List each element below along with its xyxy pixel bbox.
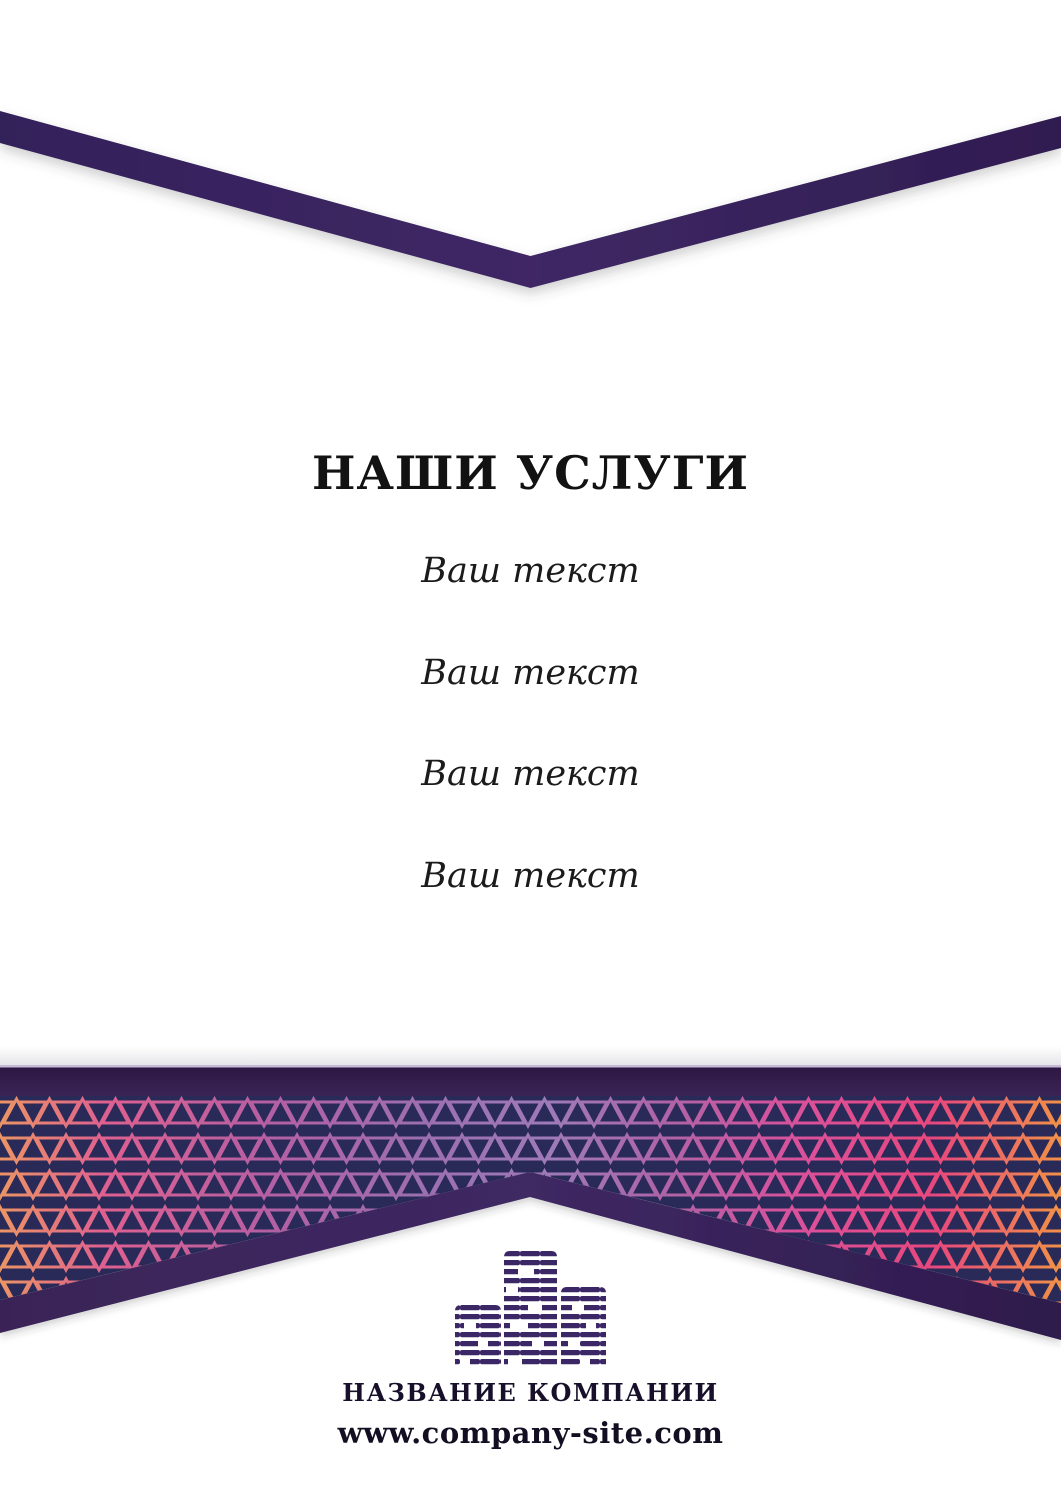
page-title: НАШИ УСЛУГИ (312, 446, 749, 500)
service-line: Ваш текст (421, 551, 640, 591)
website-url: www.company-site.com (337, 1416, 724, 1450)
buildings-logo-icon (440, 1245, 621, 1376)
service-line: Ваш текст (421, 653, 640, 693)
service-line: Ваш текст (421, 856, 640, 896)
company-name: НАЗВАНИЕ КОМПАНИИ (342, 1378, 719, 1407)
service-line: Ваш текст (421, 754, 640, 794)
top-chevron-decoration (0, 0, 1061, 320)
